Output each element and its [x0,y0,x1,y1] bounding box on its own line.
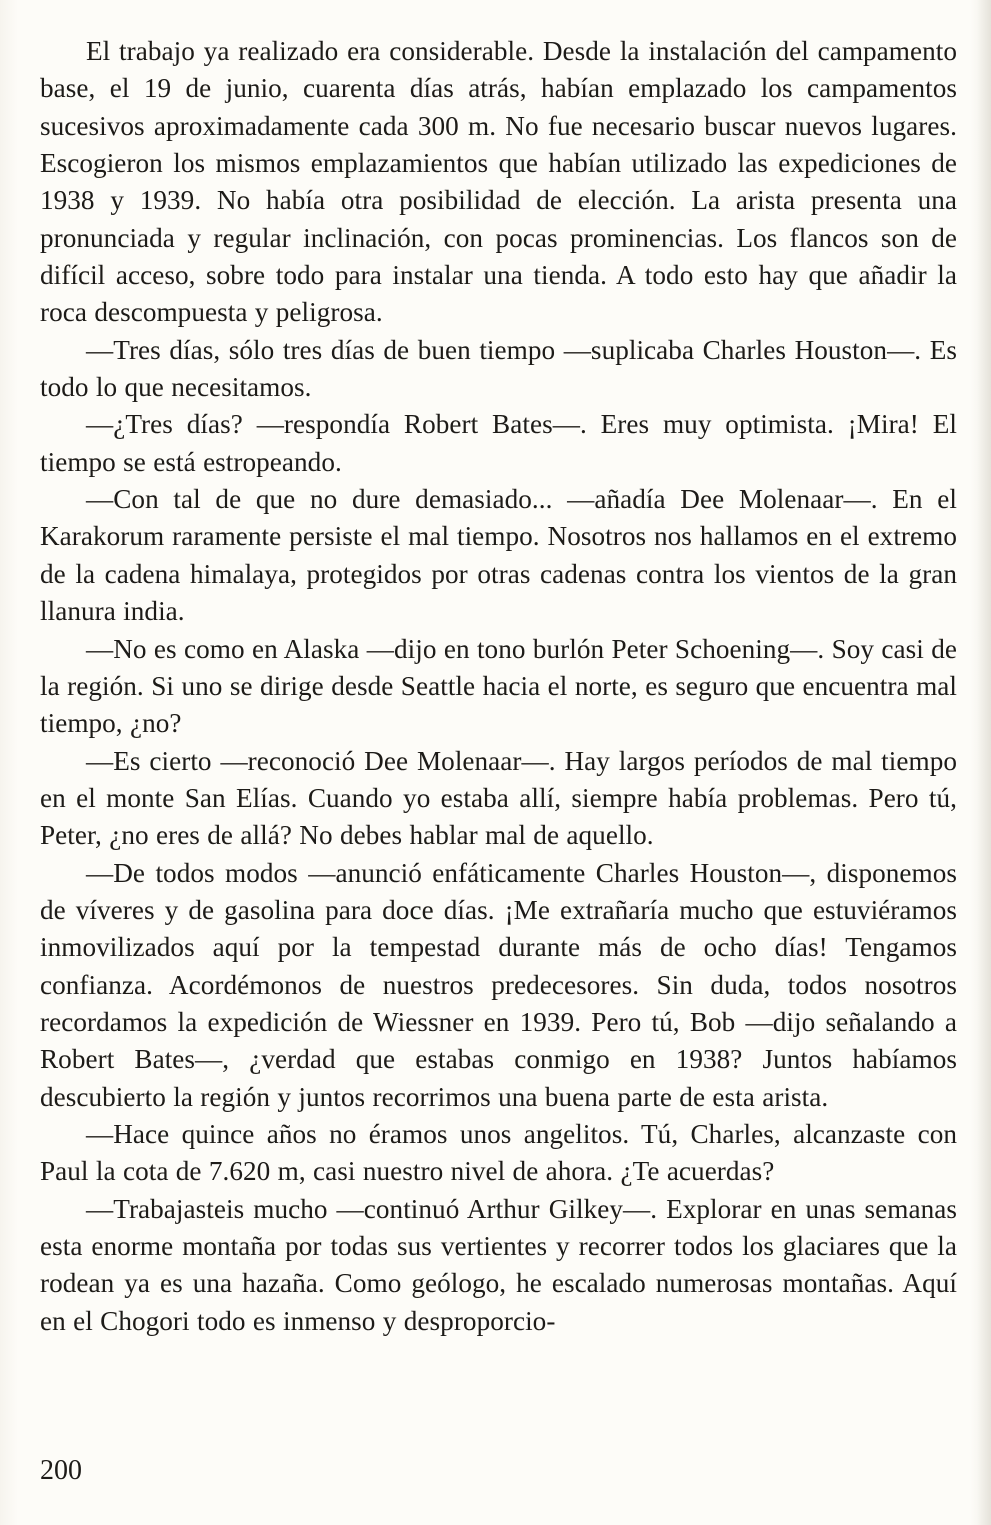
page-edge-shadow [977,0,991,1525]
paragraph-2: —Tres días, sólo tres días de buen tiempo —suplicaba Charles Houston—. Es todo lo que necesitamos. [40,334,957,403]
paragraph-6: —Es cierto —reconoció Dee Molenaar—. Hay largos períodos de mal tiempo en el monte San Elías. Cuando yo estaba allí, siempre había problemas. Pero tú, Peter, ¿no eres de allá? No debes hablar mal de aquello. [40,745,957,851]
paragraph-3: —¿Tres días? —respondía Robert Bates—. Eres muy optimista. ¡Mira! El tiempo se está estropeando. [40,409,957,477]
paragraph-5: —No es como en Alaska —dijo en tono burlón Peter Schoening—. Soy casi de la región. Si uno se dirige desde Seattle hacia el norte, es seguro que encuentra mal tiempo, ¿no? [40,633,957,739]
paragraph-9: —Trabajasteis mucho —continuó Arthur Gilkey—. Explorar en unas semanas esta enorme montaña por todas sus vertientes y recorrer todos los glaciares que la rodean ya es una hazaña. Como geólogo, he escalado numerosas montañas. Aquí en el Chogori todo es inmenso y desproporcio- [40,1193,957,1336]
body-text [40,33,957,1340]
page-number: 200 [40,1455,82,1486]
paragraph-1: El trabajo ya realizado era considerable. Desde la instalación del campamento base, el 19 de junio, cuarenta días atrás, habían emplazado los campamentos sucesivos aproximadamente cada 300 m. No fue necesario buscar nuevos lugares. Escogieron los mismos emplazamientos que habían utilizado las expediciones de 1938 y 1939. No había otra posibilidad de elección. La arista presenta una pronunciada y regular inclinación, con pocas prominencias. Los flancos son de difícil acceso, sobre todo para instalar una tienda. A todo esto hay que añadir la roca descompuesta y peligrosa. [40,36,957,328]
paragraph-7: —De todos modos —anunció enfáticamente Charles Houston—, disponemos de víveres y de gasolina para doce días. ¡Me extrañaría mucho que estuviéramos inmovilizados aquí por la tempestad durante más de ocho días! Tengamos confianza. Acordémonos de nuestros predecesores. Sin duda, todos nosotros recordamos la expedición de Wiessner en 1939. Pero tú, Bob —dijo señalando a Robert Bates—, ¿verdad que estabas conmigo en 1938? Juntos habíamos descubierto la región y juntos recorrimos una buena parte de esta arista. [40,857,957,1112]
paragraph-8: —Hace quince años no éramos unos angelitos. Tú, Charles, alcanzaste con Paul la cota de 7.620 m, casi nuestro nivel de ahora. ¿Te acuerdas? [40,1118,957,1187]
paragraph-4: —Con tal de que no dure demasiado... —añadía Dee Molenaar—. En el Karakorum raramente persiste el mal tiempo. Nosotros nos hallamos en el extremo de la cadena himalaya, protegidos por otras cadenas contra los vientos de la gran llanura india. [40,484,957,627]
